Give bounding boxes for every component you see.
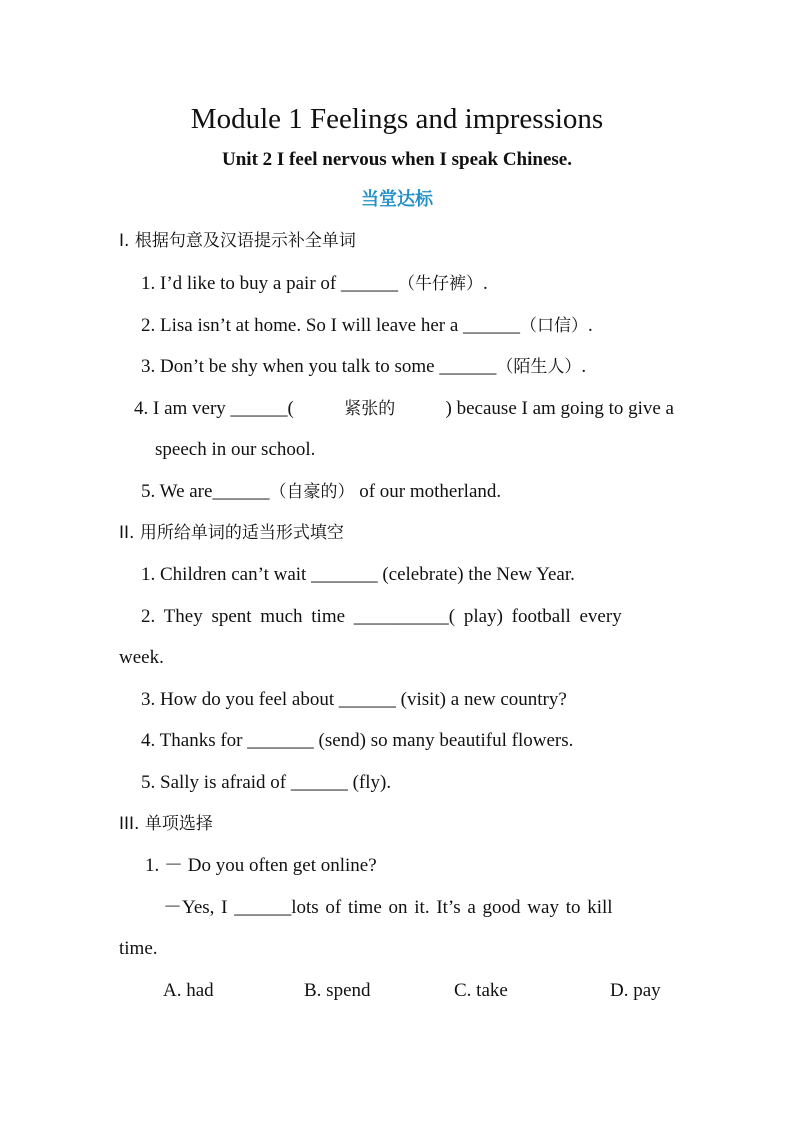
section-tag: 当堂达标 <box>361 189 433 210</box>
page-title: Module 1 Feelings and impressions <box>190 103 604 135</box>
section-2-item-2-continued: week. <box>119 647 164 668</box>
section-2-heading: II. 用所给单词的适当形式填空 <box>119 523 344 543</box>
option-b[interactable]: B. spend <box>304 980 371 1001</box>
section-2-item-1: 1. Children can’t wait _______ (celebrate) the New Year. <box>141 564 575 585</box>
question-1-line-3: time. <box>119 938 158 959</box>
item-2-text: 2. They spent much time __________( play) football every <box>141 606 622 627</box>
section-1-heading: I. 根据句意及汉语提示补全单词 <box>119 231 356 251</box>
option-d[interactable]: D. pay <box>610 980 661 1001</box>
section-2-item-4: 4. Thanks for _______ (send) so many beautiful flowers. <box>141 730 574 751</box>
section-2-item-2 <box>141 605 671 629</box>
section-2-item-3: 3. How do you feel about ______ (visit) a new country? <box>141 689 567 710</box>
section-1-item-2: 2. Lisa isn’t at home. So I will leave her a ______（口信）. <box>141 315 593 336</box>
question-1-line-2: －Yes, I ______lots of time on it. It’s a good way to kill <box>163 897 613 918</box>
section-1-item-4-continued: speech in our school. <box>155 439 316 460</box>
option-c[interactable]: C. take <box>454 980 508 1001</box>
section-1-item-3: 3. Don’t be shy when you talk to some ______（陌生人）. <box>141 356 587 377</box>
question-1-line-1: 1. － Do you often get online? <box>145 855 377 876</box>
item-4-part-a: 4. I am very ______( <box>134 398 294 419</box>
section-1-item-5: 5. We are______（自豪的） of our motherland. <box>141 481 502 502</box>
section-3-heading: III. 单项选择 <box>119 814 213 834</box>
item-4-part-b: ) because I am going to give a <box>445 398 674 419</box>
unit-subtitle: Unit 2 I feel nervous when I speak Chinese. <box>222 149 572 170</box>
section-1-item-4 <box>134 397 674 421</box>
item-4-hint: 紧张的 <box>344 399 396 419</box>
option-a[interactable]: A. had <box>163 980 214 1001</box>
section-1-item-1: 1. I’d like to buy a pair of ______（牛仔裤）. <box>141 273 488 294</box>
section-2-item-5: 5. Sally is afraid of ______ (fly). <box>141 772 392 793</box>
